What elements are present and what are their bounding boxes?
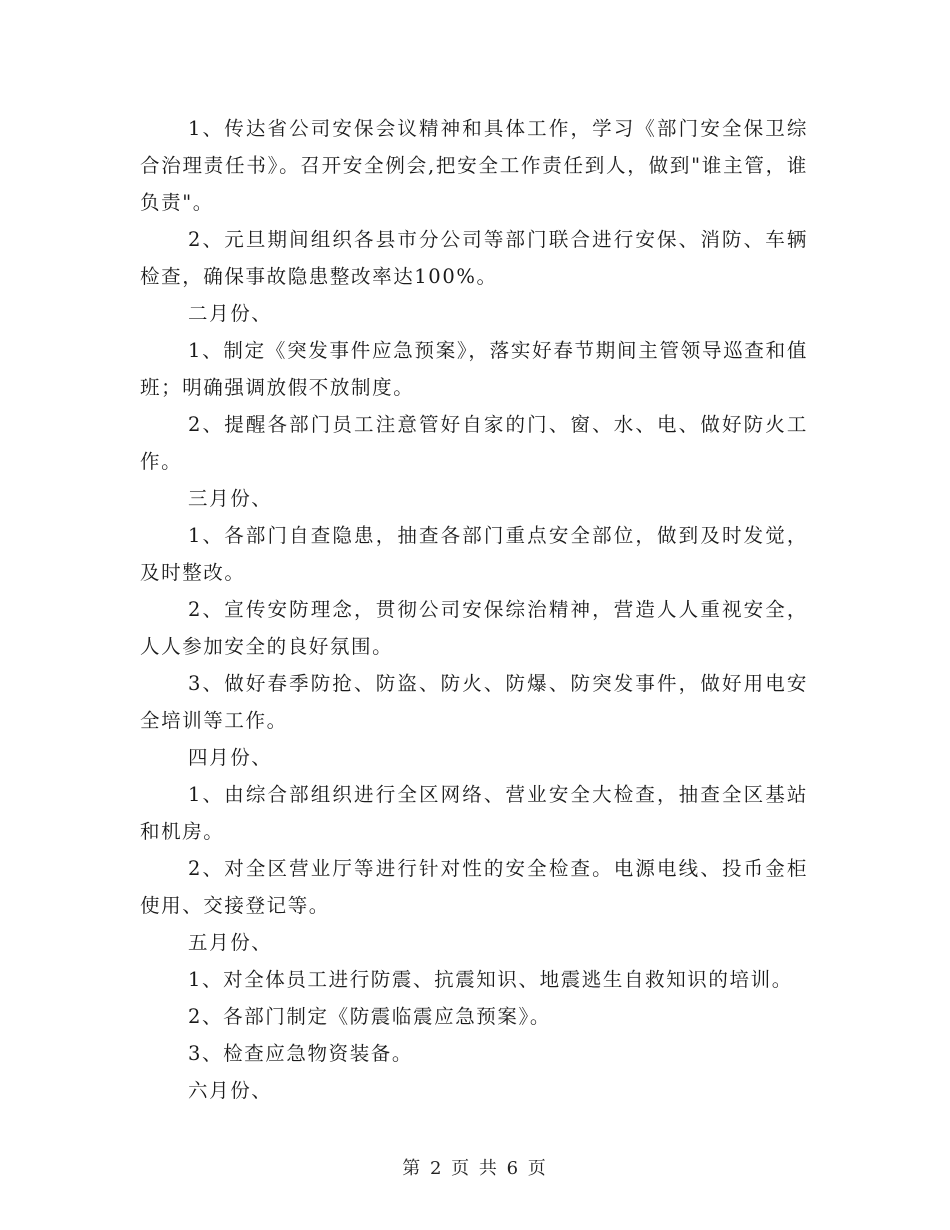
section-heading-may: 五月份、 (188, 931, 273, 954)
section-heading-april: 四月份、 (188, 746, 273, 769)
paragraph: 1、各部门自查隐患，抽查各部门重点安全部位，做到及时发觉，及时整改。 (140, 524, 808, 584)
paragraph: 2、对全区营业厅等进行针对性的安全检查。电源电线、投币金柜使用、交接登记等。 (140, 857, 808, 917)
paragraph: 1、由综合部组织进行全区网络、营业安全大检查，抽查全区基站和机房。 (140, 783, 808, 843)
paragraph: 1、传达省公司安保会议精神和具体工作，学习《部门安全保卫综合治理责任书》。召开安全例会,把安全工作责任到人，做到"谁主管，谁负责"。 (140, 117, 808, 214)
section-heading-june: 六月份、 (188, 1079, 273, 1102)
paragraph: 2、各部门制定《防震临震应急预案》。 (188, 1005, 551, 1028)
document-body (140, 110, 808, 1109)
paragraph: 2、宣传安防理念，贯彻公司安保综治精神，营造人人重视安全，人人参加安全的良好氛围。 (140, 598, 808, 658)
page-number-footer: 第 2 页 共 6 页 (402, 1158, 548, 1179)
paragraph: 3、做好春季防抢、防盗、防火、防爆、防突发事件，做好用电安全培训等工作。 (140, 672, 808, 732)
section-heading-march: 三月份、 (188, 487, 273, 510)
paragraph: 3、检查应急物资装备。 (188, 1042, 414, 1065)
paragraph: 1、制定《突发事件应急预案》，落实好春节期间主管领导巡查和值班；明确强调放假不放制度。 (140, 339, 808, 399)
paragraph: 1、对全体员工进行防震、抗震知识、地震逃生自救知识的培训。 (188, 968, 793, 991)
paragraph: 2、元旦期间组织各县市分公司等部门联合进行安保、消防、车辆检查，确保事故隐患整改率达100%。 (140, 228, 808, 288)
section-heading-february: 二月份、 (188, 302, 273, 325)
paragraph: 2、提醒各部门员工注意管好自家的门、窗、水、电、做好防火工作。 (140, 413, 808, 473)
